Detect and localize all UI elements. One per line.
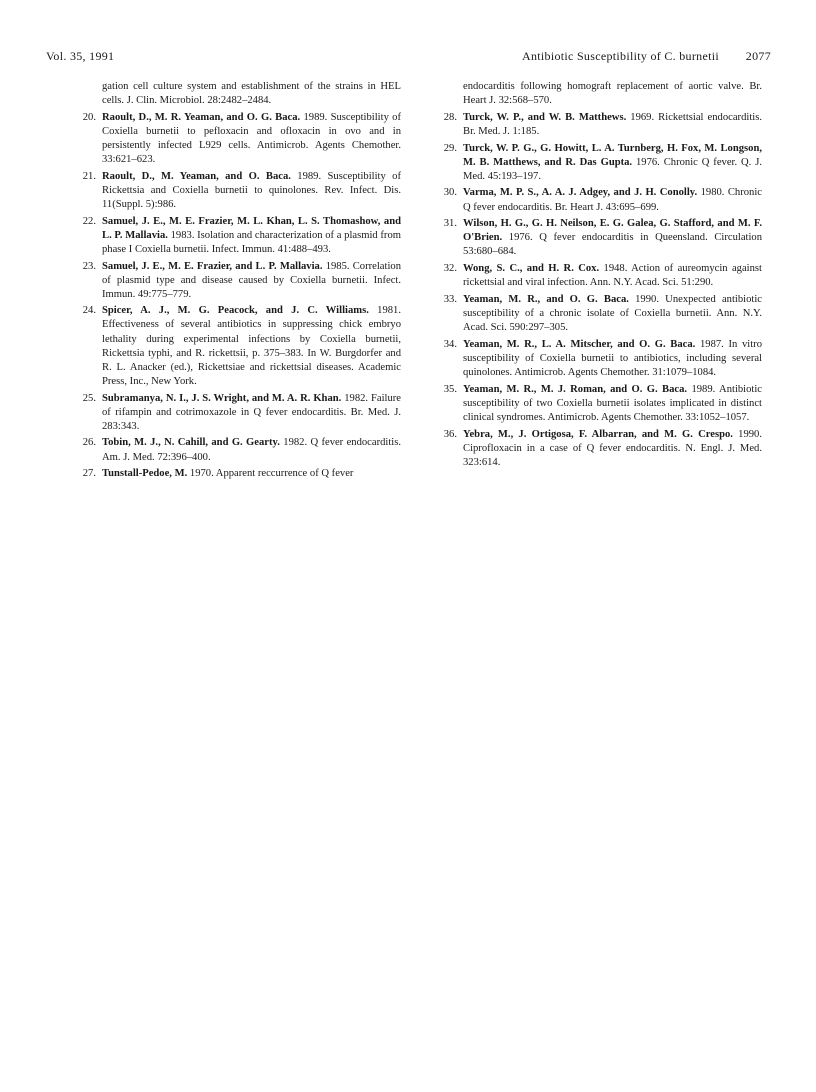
reference-authors: Yeaman, M. R., and O. G. Baca. [463,293,629,305]
reference-number: 26. [82,437,96,449]
reference-text: 1985. Correlation of plasmid type and disease caused by Coxiella burnetii. Infect. Immun. 49:775–779. [102,260,401,300]
reference-authors: Raoult, D., M. R. Yeaman, and O. G. Baca. [102,111,301,123]
reference-entry [81,436,401,464]
reference-number: 34. [443,338,457,350]
reference-number: 36. [443,428,457,440]
reference-number: 27. [82,468,96,480]
reference-entry [442,293,762,335]
reference-number: 22. [82,215,96,227]
reference-authors: Yeaman, M. R., L. A. Mitscher, and O. G. Baca. [463,338,696,350]
reference-text: 1989. Antibiotic susceptibility of two Coxiella burnetii isolates implicated in distinct clinical syndromes. Antimicrob. Agents Chemother. 33:1052–1057. [463,383,763,423]
running-title: Antibiotic Susceptibility of C. burnetii [522,49,719,63]
reference-entry [81,392,401,434]
reference-entry [442,142,762,184]
reference-number: 35. [443,383,457,395]
reference-number: 30. [443,187,457,199]
reference-authors: Tobin, M. J., N. Cahill, and G. Gearty. [102,437,280,449]
reference-entry [442,428,762,470]
reference-entry [81,215,401,257]
reference-authors: Tunstall-Pedoe, M. [102,468,188,480]
reference-number: 29. [443,142,457,154]
reference-authors: Wong, S. C., and H. R. Cox. [463,263,600,275]
reference-text: 1990. Unexpected antibiotic susceptibility of a chronic isolate of Coxiella burnetii. Ann. N.Y. Acad. Sci. 590:297–305. [463,293,762,334]
reference-entry [81,111,401,167]
reference-text: 1989. Susceptibility of Rickettsia and Coxiella burnetii to quinolones. Rev. Infect. Dis. 11(Suppl. 5):986. [102,170,401,210]
reference-authors: Samuel, J. E., M. E. Frazier, M. L. Khan, L. S. Thomashow, and L. P. Mallavia. [102,215,401,241]
reference-authors: Varma, M. P. S., A. A. J. Adgey, and J. H. Conolly. [463,187,698,199]
reference-number: 25. [82,392,96,404]
reference-number: 33. [443,293,457,305]
page-number: 2077 [745,49,771,63]
reference-entry [442,80,762,108]
reference-text: 1948. Action of aureomycin against rickettsial and viral infection. Ann. N.Y. Acad. Sci. 51:290. [463,263,762,289]
reference-authors: Yeaman, M. R., M. J. Roman, and O. G. Baca. [463,383,688,395]
reference-text: 1987. In vitro susceptibility of Coxiella burnetii to antibiotics, including several quinolones. Antimicrob. Agents Chemother. 31:1079–1084. [463,338,762,378]
reference-authors: Turck, W. P. G., G. Howitt, L. A. Turnberg, H. Fox, M. Longson, M. B. Matthews, and R. Das Gupta. [463,142,762,168]
reference-authors: Subramanya, N. I., J. S. Wright, and M. A. R. Khan. [102,392,342,404]
reference-entry [442,383,762,425]
references-left-column [81,80,401,484]
reference-entry [442,111,762,139]
reference-entry [81,467,401,481]
reference-entry [442,262,762,290]
journal-volume: Vol. 35, 1991 [46,49,115,63]
reference-text: 1982. Failure of rifampin and cotrimoxazole in Q fever endocarditis. Br. Med. J. 283:343. [102,392,401,432]
reference-entry [81,260,401,302]
references-right-column [442,80,762,472]
reference-authors: Samuel, J. E., M. E. Frazier, and L. P. Mallavia. [102,260,323,272]
reference-number: 32. [443,263,457,275]
running-header [46,49,771,65]
reference-text: 1981. Effectiveness of several antibiotics in suppressing chick embryo lethality during experimental infections by Coxiella burnetii, Rickettsia typhi, and R. rickettsii, p. 375–383. In W. Burgdorfer and R. L. Anacker (ed.), Rickettsiae and rickettsial diseases. Academic Press, Inc., New York. [102,305,401,387]
reference-authors: Spicer, A. J., M. G. Peacock, and J. C. Williams. [102,305,369,317]
reference-text: endocarditis following homograft replacement of aortic valve. Br. Heart J. 32:568–570. [463,81,762,107]
reference-text: 1976. Chronic Q fever. Q. J. Med. 45:193–197. [463,156,762,182]
reference-entry [81,304,401,389]
reference-number: 28. [443,111,457,123]
reference-number: 23. [82,260,96,272]
reference-entry [442,217,762,259]
reference-text: 1976. Q fever endocarditis in Queensland. Circulation 53:680–684. [463,232,763,258]
reference-entry [81,170,401,212]
reference-text: gation cell culture system and establishment of the strains in HEL cells. J. Clin. Microbiol. 28:2482–2484. [102,81,401,107]
reference-authors: Wilson, H. G., G. H. Neilson, E. G. Galea, G. Stafford, and M. F. O'Brien. [463,218,762,244]
reference-text: 1970. Apparent reccurrence of Q fever [189,468,354,480]
reference-number: 20. [82,111,96,123]
reference-text: 1982. Q fever endocarditis. Am. J. Med. 72:396–400. [102,437,401,463]
reference-text: 1989. Susceptibility of Coxiella burnetii to pefloxacin and ofloxacin in ovo and in persistently infected L929 cells. Antimicrob. Agents Chemother. 33:621–623. [102,111,401,166]
reference-number: 24. [82,305,96,317]
reference-authors: Raoult, D., M. Yeaman, and O. Baca. [102,170,291,182]
reference-text: 1983. Isolation and characterization of a plasmid from phase I Coxiella burnetii. Infect. Immun. 41:488–493. [102,229,401,255]
reference-entry [442,186,762,214]
reference-authors: Turck, W. P., and W. B. Matthews. [463,111,627,123]
reference-text: 1980. Chronic Q fever endocarditis. Br. Heart J. 43:695–699. [463,187,762,213]
reference-number: 31. [443,218,457,230]
reference-number: 21. [82,170,96,182]
reference-text: 1990. Ciprofloxacin in a case of Q fever endocarditis. N. Engl. J. Med. 323:614. [463,428,762,468]
reference-entry [442,338,762,380]
reference-entry [81,80,401,108]
reference-authors: Yebra, M., J. Ortigosa, F. Albarran, and M. G. Crespo. [463,428,733,440]
reference-text: 1969. Rickettsial endocarditis. Br. Med. J. 1:185. [463,111,762,137]
